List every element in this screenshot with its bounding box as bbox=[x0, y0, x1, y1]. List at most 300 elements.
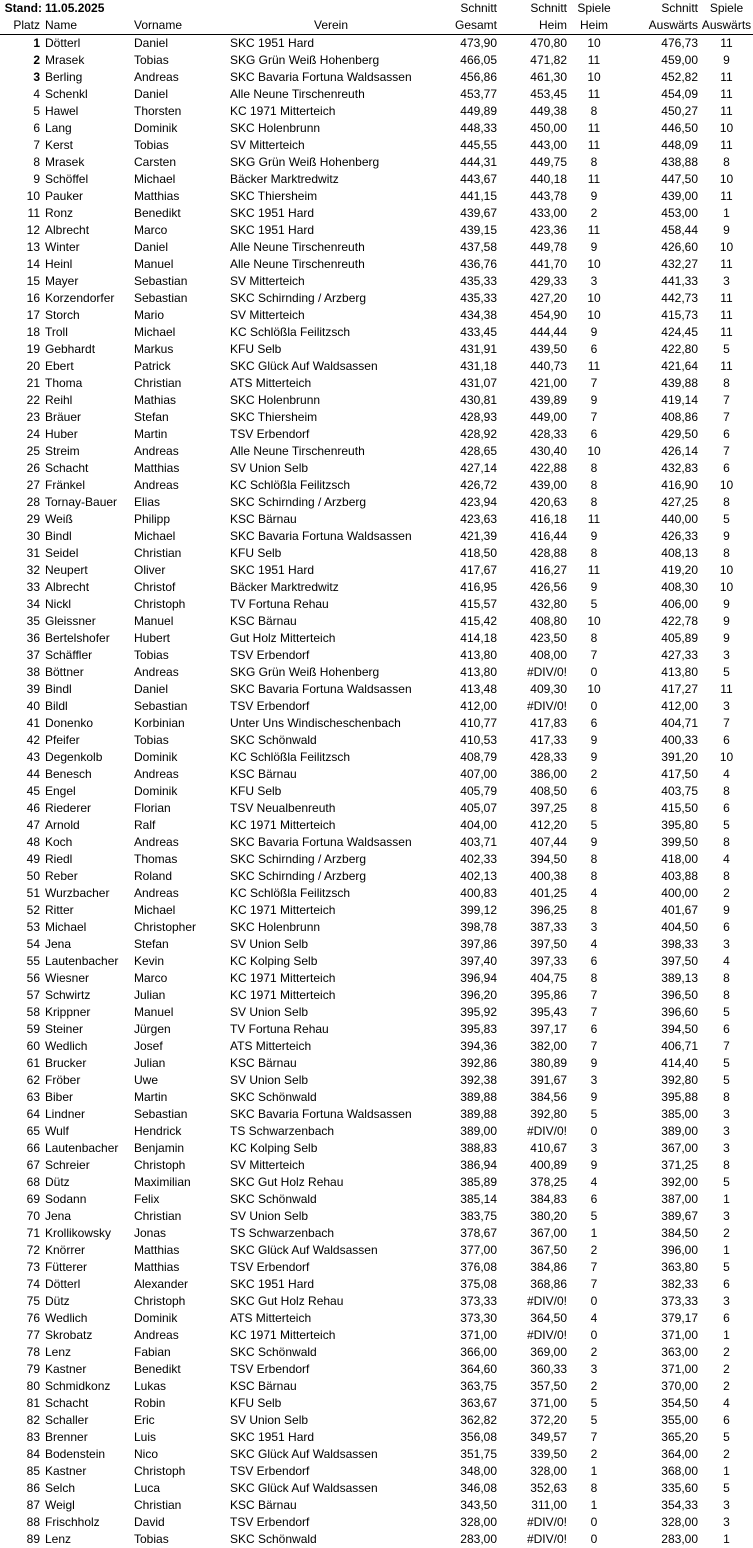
cell-schnitt-gesamt: 434,38 bbox=[460, 308, 497, 322]
cell-name: Fröber bbox=[45, 1073, 81, 1087]
cell-name: Böttner bbox=[45, 665, 84, 679]
cell-platz: 38 bbox=[26, 665, 40, 679]
cell-spiele-auswaerts: 8 bbox=[723, 869, 730, 883]
cell-schnitt-gesamt: 428,65 bbox=[460, 444, 497, 458]
cell-name: Frischholz bbox=[45, 1515, 100, 1529]
stand-date: 11.05.2025 bbox=[45, 1, 105, 15]
table-row bbox=[0, 698, 753, 715]
cell-schnitt-auswaerts: 417,27 bbox=[661, 682, 698, 696]
cell-vorname: Christian bbox=[134, 376, 182, 390]
cell-spiele-auswaerts: 11 bbox=[720, 682, 733, 696]
cell-spiele-heim: 3 bbox=[590, 1073, 598, 1087]
cell-verein: KC Schlößla Feilitzsch bbox=[230, 325, 351, 339]
cell-schnitt-gesamt: 448,33 bbox=[460, 121, 497, 135]
cell-platz: 51 bbox=[26, 886, 40, 900]
cell-verein: SKC Schönwald bbox=[230, 1090, 317, 1104]
cell-schnitt-gesamt: 396,20 bbox=[460, 988, 497, 1002]
cell-schnitt-heim: 360,33 bbox=[530, 1362, 567, 1376]
cell-spiele-heim: 8 bbox=[590, 869, 598, 883]
table-row bbox=[0, 137, 753, 154]
cell-schnitt-heim: 387,33 bbox=[530, 920, 567, 934]
cell-spiele-heim: 5 bbox=[590, 1209, 598, 1223]
cell-schnitt-gesamt: 423,94 bbox=[460, 495, 497, 509]
cell-name: Dütz bbox=[45, 1175, 70, 1189]
cell-platz: 42 bbox=[26, 733, 40, 747]
cell-name: Skrobatz bbox=[45, 1328, 93, 1342]
cell-verein: SKC Gut Holz Rehau bbox=[230, 1175, 344, 1189]
cell-platz: 29 bbox=[26, 512, 40, 526]
cell-schnitt-auswaerts: 415,73 bbox=[661, 308, 698, 322]
cell-name: Schacht bbox=[45, 1396, 89, 1410]
cell-schnitt-gesamt: 466,05 bbox=[460, 53, 497, 67]
cell-schnitt-gesamt: 403,71 bbox=[460, 835, 497, 849]
header-platz: Platz bbox=[0, 17, 42, 35]
cell-schnitt-auswaerts: 335,60 bbox=[661, 1481, 698, 1495]
cell-spiele-auswaerts: 11 bbox=[720, 189, 733, 203]
table-row bbox=[0, 1157, 753, 1174]
cell-verein: SKC Schönwald bbox=[230, 1192, 317, 1206]
cell-schnitt-auswaerts: 452,82 bbox=[661, 70, 698, 84]
cell-schnitt-heim: 417,83 bbox=[530, 716, 567, 730]
cell-schnitt-gesamt: 375,08 bbox=[460, 1277, 497, 1291]
cell-verein: ATS Mitterteich bbox=[230, 1039, 312, 1053]
cell-schnitt-gesamt: 415,42 bbox=[460, 614, 497, 628]
cell-vorname: Andreas bbox=[134, 835, 179, 849]
cell-schnitt-gesamt: 443,67 bbox=[460, 172, 497, 186]
cell-spiele-heim: 7 bbox=[590, 410, 598, 424]
table-row bbox=[0, 528, 753, 545]
table-row bbox=[0, 1242, 753, 1259]
cell-platz: 44 bbox=[26, 767, 40, 781]
cell-spiele-heim: 10 bbox=[587, 682, 601, 696]
cell-verein: SKC Glück Auf Waldsassen bbox=[230, 1447, 378, 1461]
cell-spiele-auswaerts: 2 bbox=[723, 1447, 730, 1461]
table-row bbox=[0, 970, 753, 987]
cell-platz: 7 bbox=[33, 138, 40, 152]
cell-schnitt-gesamt: 445,55 bbox=[460, 138, 497, 152]
cell-spiele-auswaerts: 3 bbox=[723, 648, 730, 662]
cell-spiele-auswaerts: 11 bbox=[720, 359, 733, 373]
cell-name: Streim bbox=[45, 444, 80, 458]
cell-spiele-heim: 8 bbox=[590, 104, 598, 118]
cell-schnitt-heim: #DIV/0! bbox=[526, 665, 567, 679]
cell-spiele-heim: 11 bbox=[587, 121, 601, 135]
cell-spiele-heim: 0 bbox=[590, 1328, 598, 1342]
table-row bbox=[0, 936, 753, 953]
cell-schnitt-gesamt: 373,33 bbox=[460, 1294, 497, 1308]
cell-schnitt-heim: 423,50 bbox=[530, 631, 567, 645]
cell-verein: Bäcker Marktredwitz bbox=[230, 172, 339, 186]
cell-schnitt-gesamt: 397,86 bbox=[460, 937, 497, 951]
table-row bbox=[0, 1463, 753, 1480]
cell-vorname: Nico bbox=[134, 1447, 159, 1461]
cell-schnitt-heim: 328,00 bbox=[530, 1464, 567, 1478]
cell-name: Ebert bbox=[45, 359, 74, 373]
cell-schnitt-heim: 461,30 bbox=[530, 70, 567, 84]
table-row bbox=[0, 902, 753, 919]
cell-vorname: Sebastian bbox=[134, 291, 188, 305]
cell-verein: KFU Selb bbox=[230, 784, 282, 798]
cell-schnitt-auswaerts: 418,00 bbox=[661, 852, 698, 866]
cell-vorname: Mario bbox=[134, 308, 165, 322]
cell-schnitt-gesamt: 373,30 bbox=[460, 1311, 497, 1325]
cell-verein: SKC Glück Auf Waldsassen bbox=[230, 359, 378, 373]
table-row bbox=[0, 477, 753, 494]
cell-schnitt-heim: 364,50 bbox=[530, 1311, 567, 1325]
cell-verein: TSV Erbendorf bbox=[230, 1515, 310, 1529]
cell-spiele-auswaerts: 6 bbox=[723, 1413, 730, 1427]
cell-spiele-auswaerts: 9 bbox=[723, 53, 730, 67]
cell-spiele-heim: 2 bbox=[590, 767, 598, 781]
cell-schnitt-auswaerts: 426,14 bbox=[661, 444, 698, 458]
cell-name: Wulf bbox=[45, 1124, 69, 1138]
cell-schnitt-heim: 421,00 bbox=[530, 376, 567, 390]
cell-verein: KC 1971 Mitterteich bbox=[230, 988, 336, 1002]
cell-platz: 14 bbox=[26, 257, 40, 271]
cell-name: Lang bbox=[45, 121, 72, 135]
cell-name: Nickl bbox=[45, 597, 71, 611]
cell-spiele-auswaerts: 2 bbox=[723, 1345, 730, 1359]
table-row bbox=[0, 885, 753, 902]
cell-schnitt-auswaerts: 354,33 bbox=[661, 1498, 698, 1512]
cell-spiele-auswaerts: 8 bbox=[723, 835, 730, 849]
cell-schnitt-auswaerts: 384,50 bbox=[661, 1226, 698, 1240]
cell-vorname: Matthias bbox=[134, 461, 180, 475]
cell-schnitt-gesamt: 397,40 bbox=[460, 954, 497, 968]
cell-schnitt-gesamt: 449,89 bbox=[460, 104, 497, 118]
cell-name: Albrecht bbox=[45, 580, 90, 594]
header-spiele-auswaerts-1: Spiele bbox=[709, 1, 744, 15]
cell-spiele-heim: 9 bbox=[590, 393, 598, 407]
cell-schnitt-auswaerts: 429,50 bbox=[661, 427, 698, 441]
table-row bbox=[0, 1327, 753, 1344]
cell-name: Heinl bbox=[45, 257, 73, 271]
cell-spiele-auswaerts: 5 bbox=[723, 1005, 730, 1019]
cell-name: Dötterl bbox=[45, 1277, 81, 1291]
cell-schnitt-auswaerts: 426,60 bbox=[661, 240, 698, 254]
cell-platz: 15 bbox=[26, 274, 40, 288]
cell-vorname: Jürgen bbox=[134, 1022, 171, 1036]
cell-schnitt-heim: #DIV/0! bbox=[526, 1124, 567, 1138]
cell-name: Brucker bbox=[45, 1056, 87, 1070]
cell-spiele-heim: 5 bbox=[590, 1107, 598, 1121]
cell-spiele-heim: 2 bbox=[590, 1345, 598, 1359]
table-row bbox=[0, 1259, 753, 1276]
table-row bbox=[0, 205, 753, 222]
cell-schnitt-auswaerts: 439,88 bbox=[661, 376, 698, 390]
cell-spiele-auswaerts: 8 bbox=[723, 1158, 730, 1172]
cell-verein: KC Kolping Selb bbox=[230, 954, 318, 968]
cell-schnitt-gesamt: 376,08 bbox=[460, 1260, 497, 1274]
table-row bbox=[0, 1038, 753, 1055]
cell-schnitt-auswaerts: 396,60 bbox=[661, 1005, 698, 1019]
table-row bbox=[0, 188, 753, 205]
cell-name: Schaller bbox=[45, 1413, 89, 1427]
cell-schnitt-auswaerts: 401,67 bbox=[661, 903, 698, 917]
cell-schnitt-gesamt: 453,77 bbox=[460, 87, 497, 101]
cell-name: Bindl bbox=[45, 529, 72, 543]
cell-name: Selch bbox=[45, 1481, 76, 1495]
cell-spiele-heim: 11 bbox=[587, 359, 601, 373]
cell-verein: SKC Holenbrunn bbox=[230, 920, 321, 934]
cell-platz: 63 bbox=[26, 1090, 40, 1104]
cell-platz: 83 bbox=[26, 1430, 40, 1444]
cell-verein: KSC Bärnau bbox=[230, 1056, 297, 1070]
cell-platz: 35 bbox=[26, 614, 40, 628]
cell-spiele-auswaerts: 8 bbox=[723, 155, 730, 169]
cell-spiele-auswaerts: 3 bbox=[723, 1107, 730, 1121]
cell-schnitt-auswaerts: 370,00 bbox=[661, 1379, 698, 1393]
cell-vorname: Daniel bbox=[134, 682, 169, 696]
cell-verein: TSV Erbendorf bbox=[230, 1464, 310, 1478]
cell-schnitt-heim: 369,00 bbox=[530, 1345, 567, 1359]
cell-vorname: Christian bbox=[134, 546, 182, 560]
cell-spiele-auswaerts: 8 bbox=[723, 495, 730, 509]
cell-schnitt-auswaerts: 412,00 bbox=[661, 699, 698, 713]
cell-vorname: Thorsten bbox=[134, 104, 182, 118]
cell-spiele-heim: 3 bbox=[590, 920, 598, 934]
cell-schnitt-auswaerts: 406,00 bbox=[661, 597, 698, 611]
cell-schnitt-gesamt: 356,08 bbox=[460, 1430, 497, 1444]
cell-schnitt-heim: 433,00 bbox=[530, 206, 567, 220]
cell-schnitt-heim: 397,33 bbox=[530, 954, 567, 968]
cell-platz: 54 bbox=[26, 937, 40, 951]
ranking-body bbox=[0, 35, 753, 1548]
cell-platz: 67 bbox=[26, 1158, 40, 1172]
cell-vorname: Christian bbox=[134, 1498, 182, 1512]
cell-schnitt-auswaerts: 441,33 bbox=[661, 274, 698, 288]
cell-schnitt-auswaerts: 371,25 bbox=[661, 1158, 698, 1172]
cell-schnitt-heim: 368,86 bbox=[530, 1277, 567, 1291]
cell-schnitt-auswaerts: 447,50 bbox=[661, 172, 698, 186]
cell-verein: SKC Schirnding / Arzberg bbox=[230, 495, 367, 509]
cell-spiele-heim: 7 bbox=[590, 1039, 598, 1053]
header-spiele-auswaerts-2: Auswärts bbox=[700, 17, 753, 35]
cell-platz: 57 bbox=[26, 988, 40, 1002]
cell-vorname: Christoph bbox=[134, 1464, 186, 1478]
cell-schnitt-gesamt: 392,86 bbox=[460, 1056, 497, 1070]
cell-schnitt-heim: 404,75 bbox=[530, 971, 567, 985]
cell-schnitt-gesamt: 444,31 bbox=[460, 155, 497, 169]
cell-schnitt-gesamt: 343,50 bbox=[460, 1498, 497, 1512]
cell-platz: 9 bbox=[33, 172, 40, 186]
cell-vorname: Kevin bbox=[134, 954, 165, 968]
cell-spiele-auswaerts: 2 bbox=[723, 886, 730, 900]
cell-vorname: Christoph bbox=[134, 1158, 186, 1172]
cell-verein: SKC 1951 Hard bbox=[230, 563, 315, 577]
cell-platz: 68 bbox=[26, 1175, 40, 1189]
cell-platz: 78 bbox=[26, 1345, 40, 1359]
cell-vorname: Martin bbox=[134, 427, 168, 441]
cell-vorname: Markus bbox=[134, 342, 174, 356]
cell-schnitt-heim: 397,17 bbox=[530, 1022, 567, 1036]
cell-name: Schacht bbox=[45, 461, 89, 475]
cell-name: Schenkl bbox=[45, 87, 88, 101]
cell-schnitt-auswaerts: 459,00 bbox=[661, 53, 698, 67]
cell-verein: Bäcker Marktredwitz bbox=[230, 580, 339, 594]
table-row bbox=[0, 324, 753, 341]
cell-schnitt-auswaerts: 408,30 bbox=[661, 580, 698, 594]
cell-schnitt-heim: 443,00 bbox=[530, 138, 567, 152]
cell-spiele-auswaerts: 11 bbox=[720, 104, 733, 118]
table-row bbox=[0, 987, 753, 1004]
table-row bbox=[0, 1429, 753, 1446]
cell-vorname: Matthias bbox=[134, 189, 180, 203]
cell-vorname: Tobias bbox=[134, 53, 169, 67]
cell-schnitt-gesamt: 405,07 bbox=[460, 801, 497, 815]
cell-spiele-auswaerts: 8 bbox=[723, 988, 730, 1002]
cell-platz: 72 bbox=[26, 1243, 40, 1257]
cell-schnitt-heim: 395,43 bbox=[530, 1005, 567, 1019]
cell-schnitt-heim: 439,50 bbox=[530, 342, 567, 356]
cell-vorname: Stefan bbox=[134, 410, 169, 424]
cell-spiele-heim: 4 bbox=[590, 886, 598, 900]
cell-schnitt-heim: #DIV/0! bbox=[526, 1294, 567, 1308]
cell-spiele-heim: 7 bbox=[590, 1260, 598, 1274]
cell-schnitt-gesamt: 386,94 bbox=[460, 1158, 497, 1172]
cell-spiele-auswaerts: 6 bbox=[723, 1277, 730, 1291]
cell-schnitt-gesamt: 441,15 bbox=[460, 189, 497, 203]
cell-schnitt-heim: 392,80 bbox=[530, 1107, 567, 1121]
cell-schnitt-gesamt: 435,33 bbox=[460, 291, 497, 305]
cell-schnitt-auswaerts: 450,27 bbox=[661, 104, 698, 118]
cell-spiele-heim: 1 bbox=[590, 1498, 598, 1512]
cell-vorname: Manuel bbox=[134, 614, 174, 628]
cell-spiele-auswaerts: 11 bbox=[720, 36, 733, 50]
cell-name: Jena bbox=[45, 1209, 72, 1223]
cell-name: Bodenstein bbox=[45, 1447, 106, 1461]
cell-schnitt-heim: 378,25 bbox=[530, 1175, 567, 1189]
cell-schnitt-gesamt: 431,91 bbox=[460, 342, 497, 356]
cell-schnitt-heim: 449,78 bbox=[530, 240, 567, 254]
cell-spiele-heim: 0 bbox=[590, 699, 598, 713]
cell-verein: KSC Bärnau bbox=[230, 512, 297, 526]
cell-platz: 30 bbox=[26, 529, 40, 543]
cell-schnitt-gesamt: 385,89 bbox=[460, 1175, 497, 1189]
cell-vorname: Marco bbox=[134, 223, 168, 237]
cell-verein: TSV Erbendorf bbox=[230, 427, 310, 441]
cell-name: Biber bbox=[45, 1090, 74, 1104]
cell-platz: 56 bbox=[26, 971, 40, 985]
cell-verein: SKC 1951 Hard bbox=[230, 36, 315, 50]
cell-vorname: Josef bbox=[134, 1039, 163, 1053]
cell-schnitt-heim: 386,00 bbox=[530, 767, 567, 781]
cell-spiele-heim: 11 bbox=[587, 87, 601, 101]
cell-schnitt-auswaerts: 389,13 bbox=[661, 971, 698, 985]
cell-spiele-heim: 3 bbox=[590, 1362, 598, 1376]
cell-name: Steiner bbox=[45, 1022, 84, 1036]
cell-spiele-auswaerts: 1 bbox=[723, 1328, 730, 1342]
cell-vorname: Andreas bbox=[134, 444, 179, 458]
cell-schnitt-auswaerts: 399,50 bbox=[661, 835, 698, 849]
cell-schnitt-auswaerts: 446,50 bbox=[661, 121, 698, 135]
cell-spiele-heim: 10 bbox=[587, 444, 601, 458]
cell-vorname: Christopher bbox=[134, 920, 197, 934]
cell-schnitt-auswaerts: 391,20 bbox=[661, 750, 698, 764]
cell-schnitt-auswaerts: 454,09 bbox=[661, 87, 698, 101]
cell-verein: SKC Holenbrunn bbox=[230, 121, 321, 135]
header-schnitt-gesamt-2: Gesamt bbox=[436, 17, 499, 35]
cell-vorname: Korbinian bbox=[134, 716, 185, 730]
cell-vorname: Michael bbox=[134, 903, 176, 917]
cell-platz: 24 bbox=[26, 427, 40, 441]
table-row bbox=[0, 1531, 753, 1548]
cell-vorname: Hendrick bbox=[134, 1124, 182, 1138]
cell-spiele-auswaerts: 7 bbox=[723, 410, 730, 424]
cell-schnitt-gesamt: 413,48 bbox=[460, 682, 497, 696]
cell-platz: 28 bbox=[26, 495, 40, 509]
cell-spiele-auswaerts: 7 bbox=[723, 393, 730, 407]
cell-vorname: Philipp bbox=[134, 512, 171, 526]
cell-vorname: Alexander bbox=[134, 1277, 189, 1291]
cell-spiele-heim: 7 bbox=[590, 648, 598, 662]
cell-schnitt-heim: 416,44 bbox=[530, 529, 567, 543]
cell-vorname: Ralf bbox=[134, 818, 156, 832]
cell-schnitt-auswaerts: 392,80 bbox=[661, 1073, 698, 1087]
cell-spiele-heim: 8 bbox=[590, 155, 598, 169]
cell-schnitt-auswaerts: 398,33 bbox=[661, 937, 698, 951]
cell-vorname: Luis bbox=[134, 1430, 157, 1444]
table-row bbox=[0, 1123, 753, 1140]
cell-name: Weiß bbox=[45, 512, 73, 526]
cell-schnitt-gesamt: 388,83 bbox=[460, 1141, 497, 1155]
cell-spiele-auswaerts: 3 bbox=[723, 1124, 730, 1138]
cell-spiele-auswaerts: 7 bbox=[723, 444, 730, 458]
cell-schnitt-heim: #DIV/0! bbox=[526, 1515, 567, 1529]
cell-vorname: Lukas bbox=[134, 1379, 167, 1393]
table-row bbox=[0, 732, 753, 749]
cell-spiele-heim: 8 bbox=[590, 478, 598, 492]
cell-schnitt-auswaerts: 371,00 bbox=[661, 1362, 698, 1376]
cell-platz: 86 bbox=[26, 1481, 40, 1495]
cell-schnitt-gesamt: 426,72 bbox=[460, 478, 497, 492]
cell-spiele-heim: 8 bbox=[590, 1481, 598, 1495]
cell-schnitt-gesamt: 456,86 bbox=[460, 70, 497, 84]
cell-verein: TS Schwarzenbach bbox=[230, 1124, 335, 1138]
table-row bbox=[0, 783, 753, 800]
cell-schnitt-heim: 401,25 bbox=[530, 886, 567, 900]
cell-spiele-heim: 5 bbox=[590, 597, 598, 611]
cell-verein: KC 1971 Mitterteich bbox=[230, 1328, 336, 1342]
table-row bbox=[0, 1106, 753, 1123]
table-row bbox=[0, 1514, 753, 1531]
cell-schnitt-auswaerts: 389,00 bbox=[661, 1124, 698, 1138]
cell-spiele-heim: 11 bbox=[587, 138, 601, 152]
cell-spiele-auswaerts: 6 bbox=[723, 920, 730, 934]
table-row bbox=[0, 1378, 753, 1395]
cell-schnitt-heim: 408,00 bbox=[530, 648, 567, 662]
cell-schnitt-gesamt: 417,67 bbox=[460, 563, 497, 577]
cell-platz: 12 bbox=[26, 223, 40, 237]
cell-schnitt-heim: #DIV/0! bbox=[526, 699, 567, 713]
cell-verein: SKG Grün Weiß Hohenberg bbox=[230, 155, 380, 169]
cell-spiele-auswaerts: 10 bbox=[719, 172, 734, 186]
cell-name: Mrasek bbox=[45, 53, 85, 67]
cell-name: Weigl bbox=[45, 1498, 75, 1512]
cell-verein: TS Schwarzenbach bbox=[230, 1226, 335, 1240]
cell-name: Kastner bbox=[45, 1362, 87, 1376]
cell-platz: 62 bbox=[26, 1073, 40, 1087]
cell-spiele-heim: 7 bbox=[590, 988, 598, 1002]
cell-schnitt-heim: 382,00 bbox=[530, 1039, 567, 1053]
cell-platz: 89 bbox=[26, 1532, 40, 1546]
cell-spiele-auswaerts: 5 bbox=[723, 1430, 730, 1444]
cell-spiele-heim: 3 bbox=[590, 1141, 598, 1155]
cell-schnitt-heim: 371,00 bbox=[530, 1396, 567, 1410]
cell-spiele-heim: 9 bbox=[590, 1090, 598, 1104]
cell-verein: SKC Glück Auf Waldsassen bbox=[230, 1481, 378, 1495]
cell-name: Fütterer bbox=[45, 1260, 88, 1274]
